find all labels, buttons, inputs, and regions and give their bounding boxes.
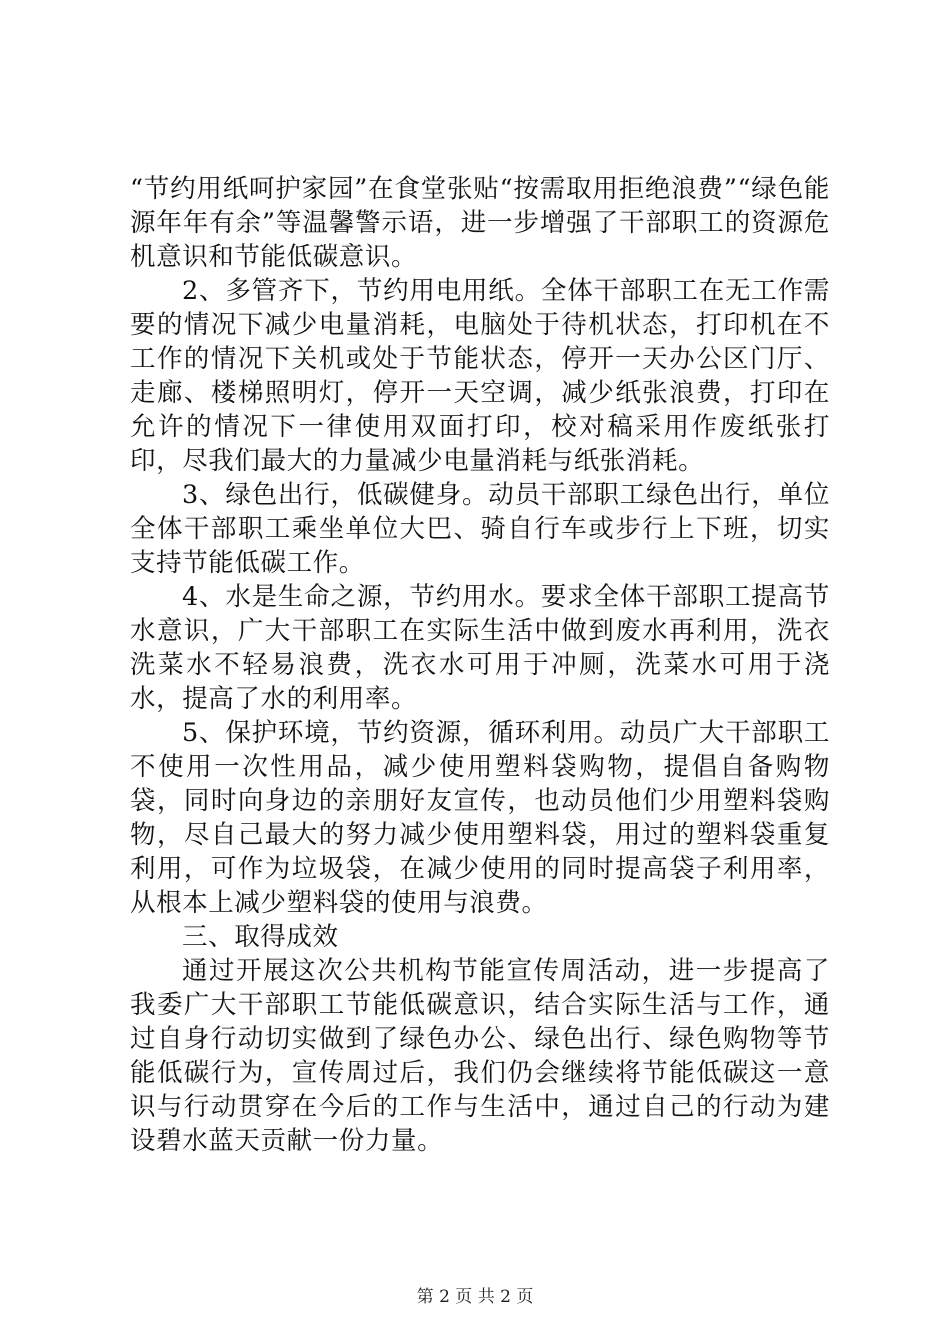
page-footer: 第 2 页 共 2 页 bbox=[416, 1287, 534, 1307]
paragraph-item-4: 4、水是生命之源，节约用水。要求全体干部职工提高节水意识，广大干部职工在实际生活中做到废水再利用，洗衣洗菜水不轻易浪费，洗衣水可用于冲厕，洗菜水可用于浇水，提高了水的利用率。 bbox=[130, 582, 830, 714]
document-body bbox=[130, 172, 830, 1158]
paragraph-item-3: 3、绿色出行，低碳健身。动员干部职工绿色出行，单位全体干部职工乘坐单位大巴、骑自行车或步行上下班，切实支持节能低碳工作。 bbox=[130, 480, 830, 578]
paragraph-results: 通过开展这次公共机构节能宣传周活动，进一步提高了我委广大干部职工节能低碳意识，结合实际生活与工作，通过自身行动切实做到了绿色办公、绿色出行、绿色购物等节能低碳行为，宣传周过后，我们仍会继续将节能低碳这一意识与行动贯穿在今后的工作与生活中，通过自己的行动为建设碧水蓝天贡献一份力量。 bbox=[130, 956, 830, 1156]
paragraph-continuation: “节约用纸呵护家园”在食堂张贴“按需取用拒绝浪费”“绿色能源年年有余”等温馨警示语，进一步增强了干部职工的资源危机意识和节能低碳意识。 bbox=[130, 174, 830, 272]
paragraph-item-5: 5、保护环境，节约资源，循环利用。动员广大干部职工不使用一次性用品，减少使用塑料袋购物，提倡自备购物袋，同时向身边的亲朋好友宣传，也动员他们少用塑料袋购物，尽自己最大的努力减少使用塑料袋，用过的塑料袋重复利用，可作为垃圾袋，在减少使用的同时提高袋子利用率，从根本上减少塑料袋的使用与浪费。 bbox=[130, 718, 830, 918]
section-heading-results: 三、取得成效 bbox=[182, 922, 339, 952]
paragraph-item-2: 2、多管齐下，节约用电用纸。全体干部职工在无工作需要的情况下减少电量消耗，电脑处于待机状态，打印机在不工作的情况下关机或处于节能状态，停开一天办公区门厅、走廊、楼梯照明灯，停开一天空调，减少纸张浪费，打印在允许的情况下一律使用双面打印，校对稿采用作废纸张打印，尽我们最大的力量减少电量消耗与纸张消耗。 bbox=[130, 276, 830, 476]
